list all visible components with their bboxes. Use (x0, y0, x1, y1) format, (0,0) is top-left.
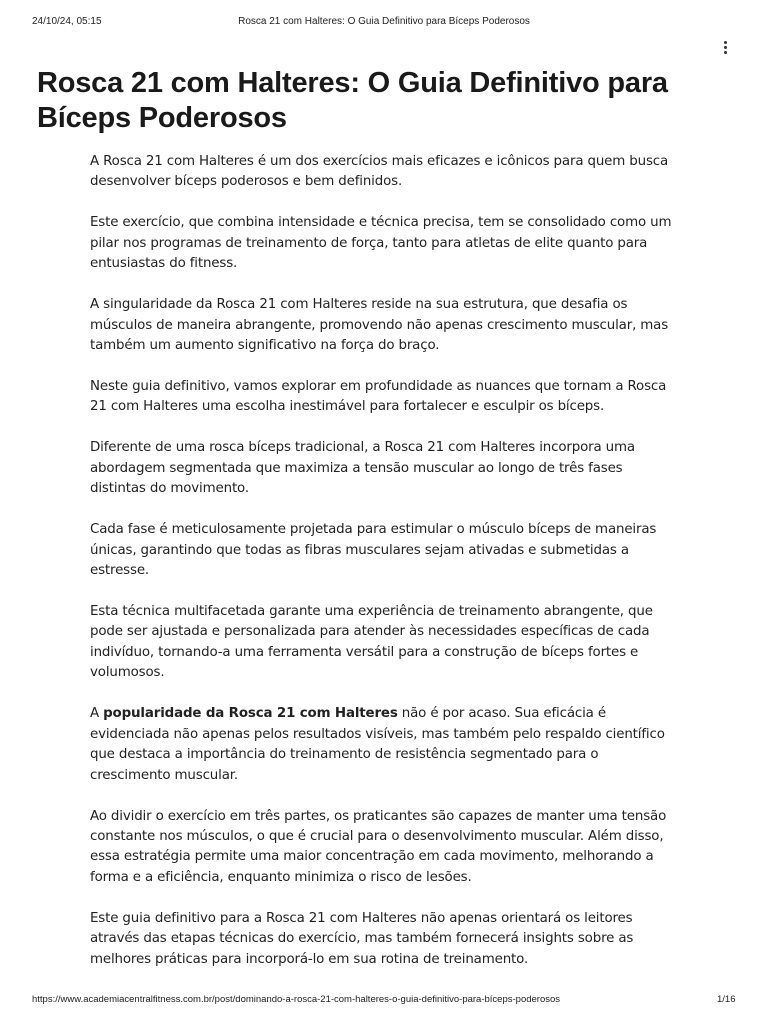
page-indicator: 1/16 (717, 994, 736, 1005)
paragraph-prefix: A (90, 706, 104, 722)
bold-phrase: popularidade da Rosca 21 com Halteres (103, 706, 398, 722)
article-paragraph: Diferente de uma rosca bíceps tradicional, a Rosca 21 com Halteres incorpora uma abordagem segmentada que maximiza a tensão muscular ao longo de três fases distintas do movimento. (90, 440, 635, 497)
article-paragraph: Neste guia definitivo, vamos explorar em profundidade as nuances que tornam a Rosca 21 com Halteres uma escolha inestimável para fortalecer e esculpir os bíceps. (90, 379, 667, 415)
print-header (0, 16, 768, 30)
article-headline: Rosca 21 com Halteres: O Guia Definitivo para Bíceps Poderosos (37, 67, 668, 134)
more-vertical-icon (724, 46, 727, 49)
article-body (90, 152, 682, 970)
article-paragraph: A Rosca 21 com Halteres é um dos exercícios mais eficazes e icônicos para quem busca desenvolver bíceps poderosos e bem definidos. (90, 154, 669, 190)
print-url: https://www.academiacentralfitness.com.br/post/dominando-a-rosca-21-com-halteres-o-guia-definitivo-para-bíceps-poderosos (32, 994, 561, 1005)
article-paragraph (90, 704, 682, 786)
more-options-button[interactable] (715, 38, 735, 56)
article (37, 66, 697, 991)
article-paragraph: Esta técnica multifacetada garante uma experiência de treinamento abrangente, que pode ser ajustada e personalizada para atender às necessidades específicas de cada indivíduo, tornando-a uma ferramenta versátil para a construção de bíceps fortes e volumosos. (90, 604, 653, 681)
print-footer (0, 994, 768, 1008)
print-page-title: Rosca 21 com Halteres: O Guia Definitivo para Bíceps Poderosos (238, 16, 530, 27)
more-vertical-icon (724, 51, 727, 54)
print-datetime: 24/10/24, 05:15 (32, 16, 102, 27)
article-paragraph: A singularidade da Rosca 21 com Halteres reside na sua estrutura, que desafia os músculos de maneira abrangente, promovendo não apenas crescimento muscular, mas também um aumento significativo na força do braço. (90, 297, 669, 354)
article-paragraph: Cada fase é meticulosamente projetada para estimular o músculo bíceps de maneiras únicas, garantindo que todas as fibras musculares sejam ativadas e submetidas a estresse. (90, 522, 657, 579)
article-paragraph: Este guia definitivo para a Rosca 21 com Halteres não apenas orientará os leitores através das etapas técnicas do exercício, mas também fornecerá insights sobre as melhores práticas para incorporá-lo em sua rotina de treinamento. (90, 910, 634, 967)
paragraph-suffix: não é por acaso. Sua eficácia é evidenciada não apenas pelos resultados visíveis, mas também pelo respaldo científico que destaca a importância do treinamento de resistência segmentado para o crescimento muscular. (90, 706, 665, 783)
more-vertical-icon (724, 41, 727, 44)
article-paragraph: Este exercício, que combina intensidade e técnica precisa, tem se consolidado como um pilar nos programas de treinamento de força, tanto para atletas de elite quanto para entusiastas do fitness. (90, 215, 672, 272)
article-paragraph: Ao dividir o exercício em três partes, os praticantes são capazes de manter uma tensão constante nos músculos, o que é crucial para o desenvolvimento muscular. Além disso, essa estratégia permite uma maior concentração em cada movimento, melhorando a forma e a eficiência, enquanto minimiza o risco de lesões. (90, 808, 667, 885)
